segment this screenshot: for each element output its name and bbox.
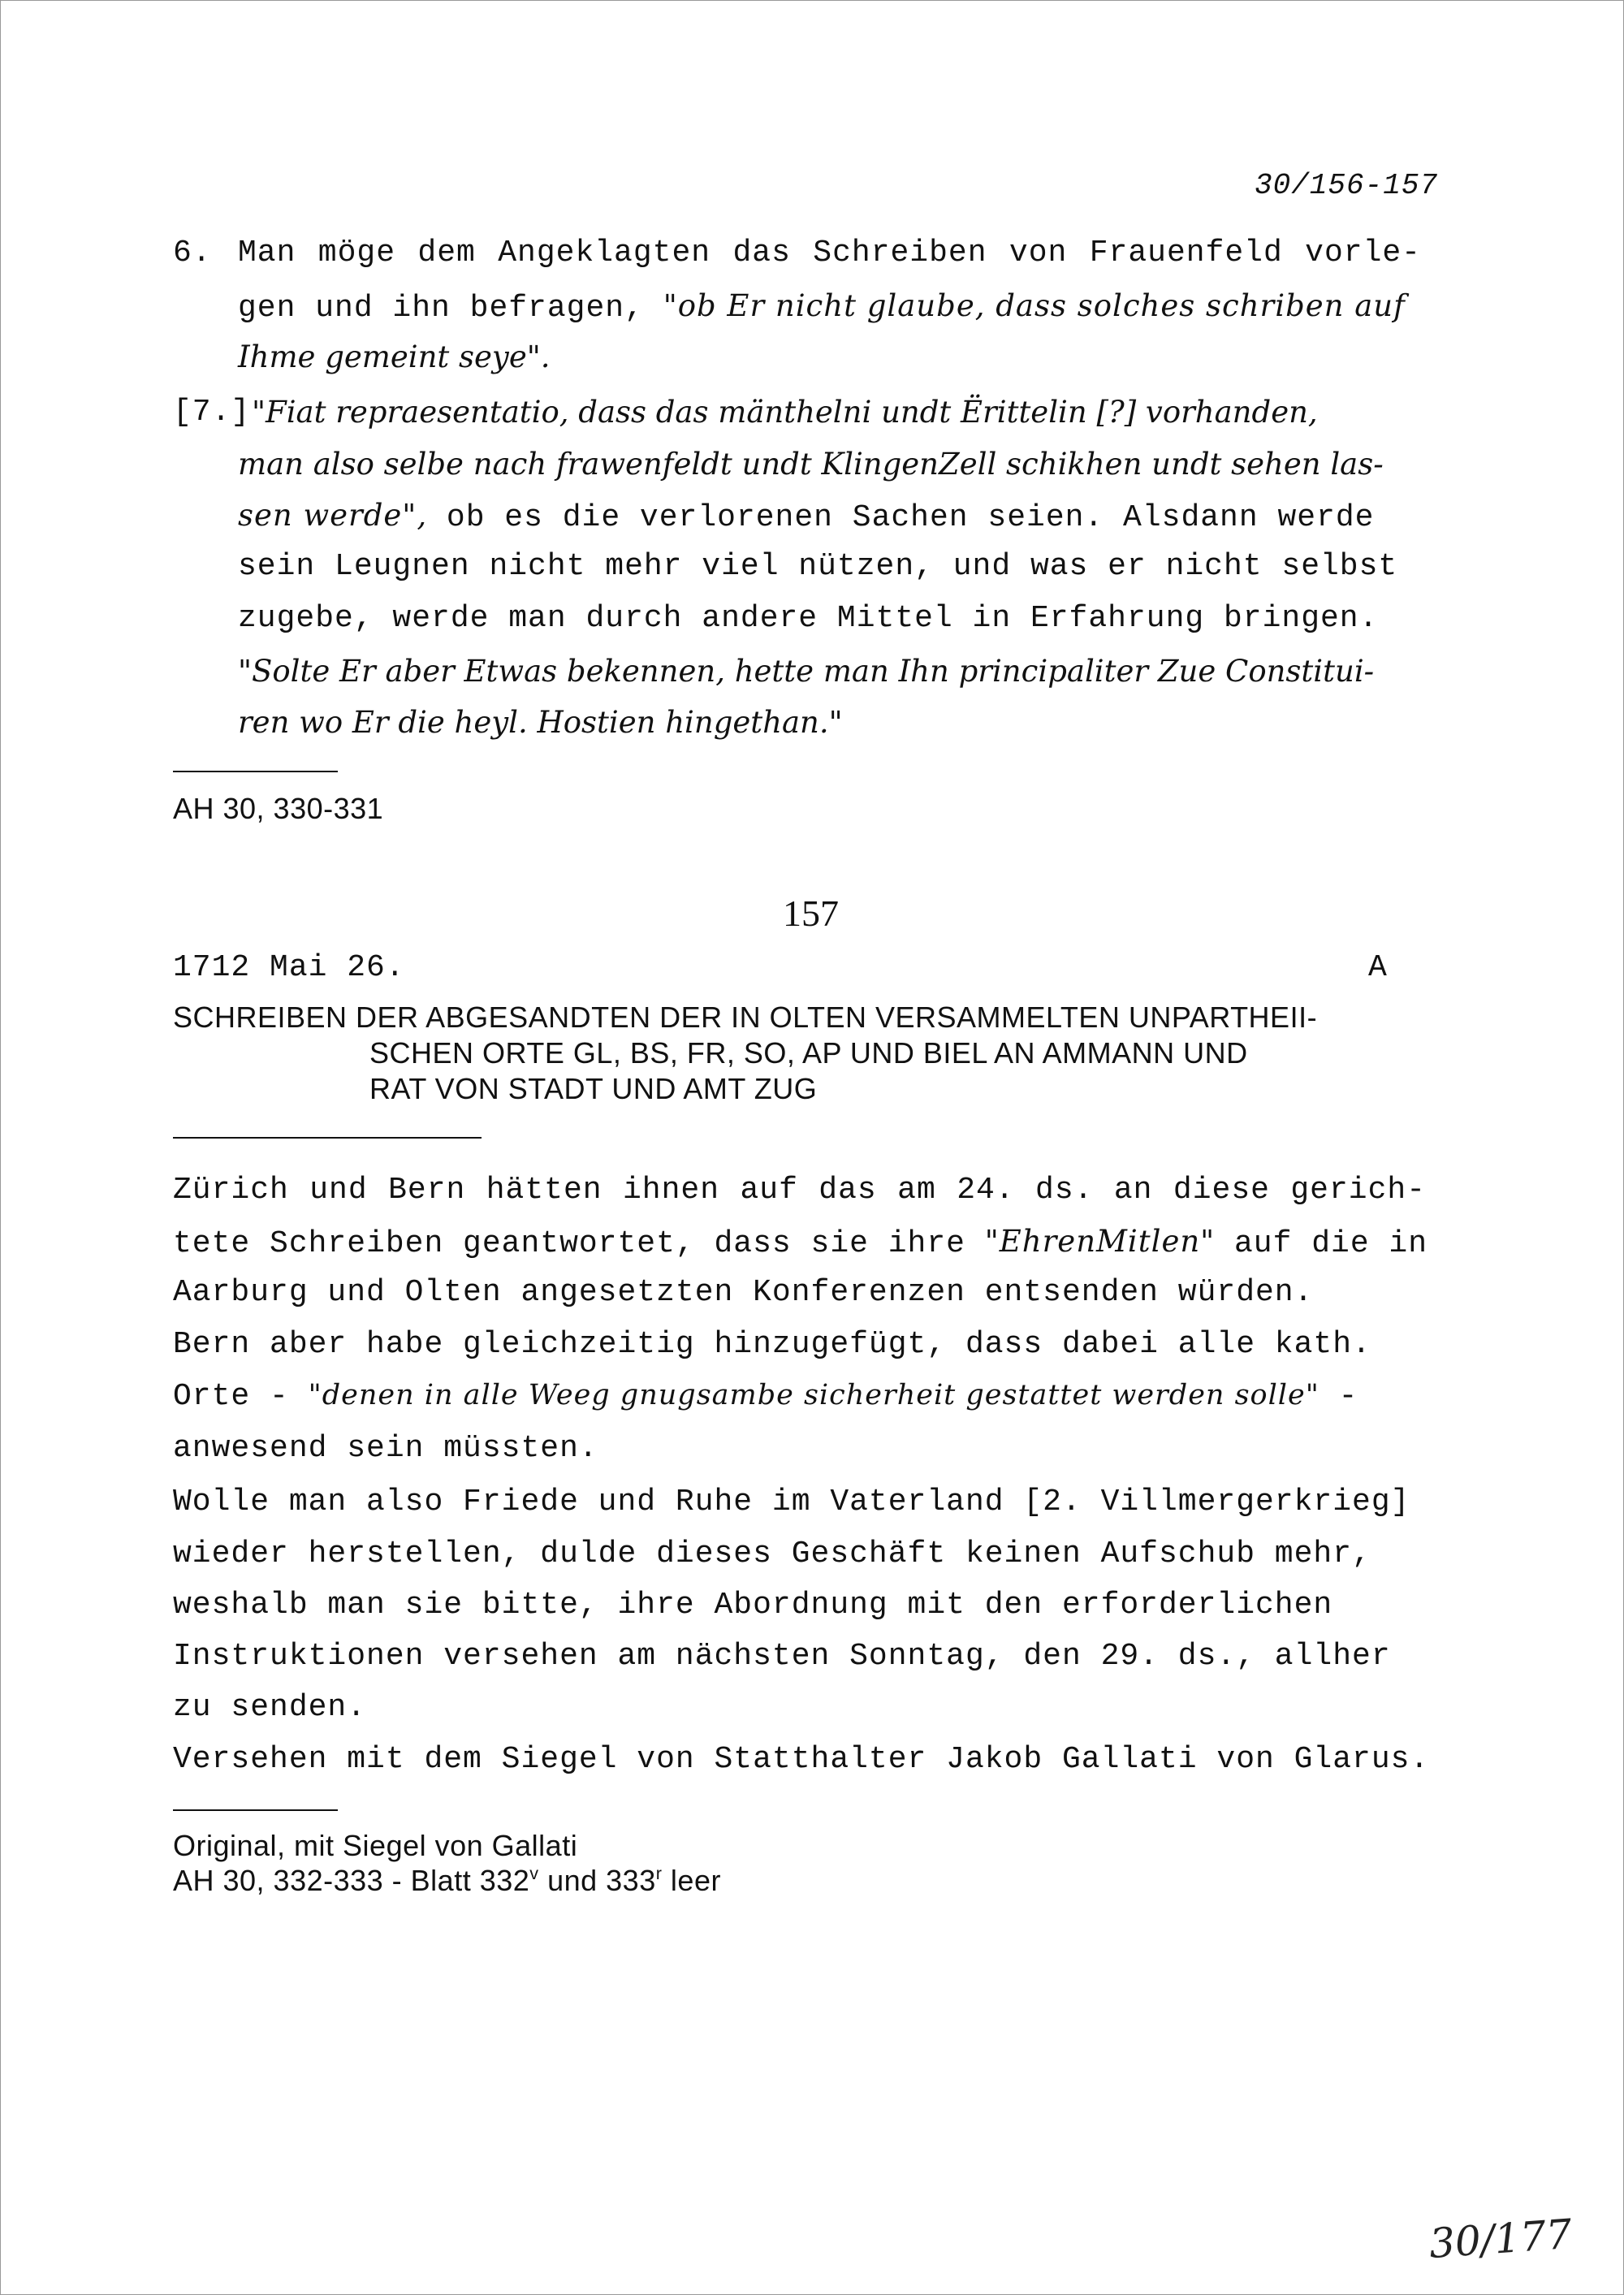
handwritten-page-number: 30/177 [1427, 2210, 1574, 2268]
document-title-line-3: RAT VON STADT UND AMT ZUG [369, 1072, 818, 1105]
item-6-line-2-text: gen und ihn befragen, [238, 291, 663, 326]
item-7-line-3 [238, 498, 1374, 535]
item-7-line-6: "Solte Er aber Etwas bekennen, hette man Ihn principaliter Zue Constitui- [238, 654, 1375, 689]
body-line-3: Aarburg und Olten angesetzten Konferenzen entsenden würden. [173, 1275, 1314, 1310]
document-letter: A [1368, 950, 1388, 985]
note-original: Original, mit Siegel von Gallati [173, 1829, 578, 1862]
note-source-start: AH 30, 332-333 - Blatt 332 [173, 1864, 530, 1897]
body-line-6: anwesend sein müssten. [173, 1431, 598, 1466]
body-line-5-end: - [1319, 1379, 1358, 1414]
body-line-12: Versehen mit dem Siegel von Statthalter Jakob Gallati von Glarus. [173, 1742, 1430, 1777]
item-7-line-3-text: ob es die verlorenen Sachen seien. Alsdann werde [427, 500, 1375, 535]
body-line-5-start: Orte - [173, 1379, 309, 1414]
document-date: 1712 Mai 26. [173, 950, 405, 985]
body-line-8: wieder herstellen, dulde dieses Geschäft keinen Aufschub mehr, [173, 1536, 1371, 1571]
item-6-line-2 [238, 288, 1406, 326]
body-line-2-start: tete Schreiben geantwortet, dass sie ihre [173, 1226, 985, 1261]
item-6-quote: "ob Er nicht glaube, dass solches schriben auf [663, 288, 1406, 323]
item-7-line-5: zugebe, werde man durch andere Mittel in Erfahrung bringen. [238, 601, 1379, 636]
body-line-9: weshalb man sie bitte, ihre Abordnung mit den erforderlichen [173, 1588, 1333, 1623]
item-7-line-2: man also selbe nach frawenfeldt undt KlingenZell schikhen undt sehen las- [238, 447, 1384, 482]
document-title-line-2: SCHEN ORTE GL, BS, FR, SO, AP UND BIEL AN AMMANN UND [369, 1036, 1248, 1070]
body-line-7: Wolle man also Friede und Ruhe im Vaterland [2. Villmergerkrieg] [173, 1485, 1410, 1519]
body-line-2-end: auf die in [1215, 1226, 1428, 1261]
divider-short-1 [173, 771, 338, 772]
body-quote-ehrenmitlen: "EhrenMitlen" [984, 1224, 1216, 1259]
body-line-10: Instruktionen versehen am nächsten Sonntag, den 29. ds., allher [173, 1639, 1391, 1674]
item-6-number: 6. [173, 236, 212, 270]
document-number: 157 [783, 892, 839, 934]
document-title-line-1: SCHREIBEN DER ABGESANDTEN DER IN OLTEN VERSAMMELTEN UNPARTHEII- [173, 1001, 1318, 1034]
body-line-4: Bern aber habe gleichzeitig hinzugefügt, dass dabei alle kath. [173, 1327, 1371, 1362]
item-7-quote-end: sen werde", [238, 498, 428, 533]
note-source-middle: und 333 [538, 1864, 656, 1897]
divider-long [173, 1137, 482, 1139]
body-line-11: zu senden. [173, 1690, 367, 1725]
body-line-2 [173, 1224, 1427, 1261]
item-6-line-1: Man möge dem Angeklagten das Schreiben von Frauenfeld vorle- [238, 236, 1421, 270]
body-line-1: Zürich und Bern hätten ihnen auf das am 24. ds. an diese gerich- [173, 1173, 1426, 1208]
divider-short-2 [173, 1809, 338, 1811]
note-source [173, 1864, 721, 1898]
item-6-line-3: Ihme gemeint seye". [238, 339, 551, 374]
note-sup-v: v [529, 1863, 539, 1883]
body-line-5 [173, 1379, 1358, 1414]
page-reference: 30/156-157 [1255, 169, 1439, 202]
body-quote-sicherheit: "denen in alle Weeg gnugsambe sicherheit gestattet werden solle" [308, 1379, 1320, 1411]
item-7-number: [7.] [173, 395, 251, 430]
item-7-line-1: "Fiat repraesentatio, dass das mänthelni undt Ërittelin [?] vorhanden, [252, 395, 1318, 430]
item-7-line-4: sein Leugnen nicht mehr viel nützen, und was er nicht selbst [238, 549, 1398, 584]
item-7-line-7: ren wo Er die heyl. Hostien hingethan." [238, 705, 843, 740]
note-sup-r: r [655, 1863, 663, 1883]
previous-source: AH 30, 330-331 [173, 792, 384, 825]
note-source-end: leer [662, 1864, 721, 1897]
